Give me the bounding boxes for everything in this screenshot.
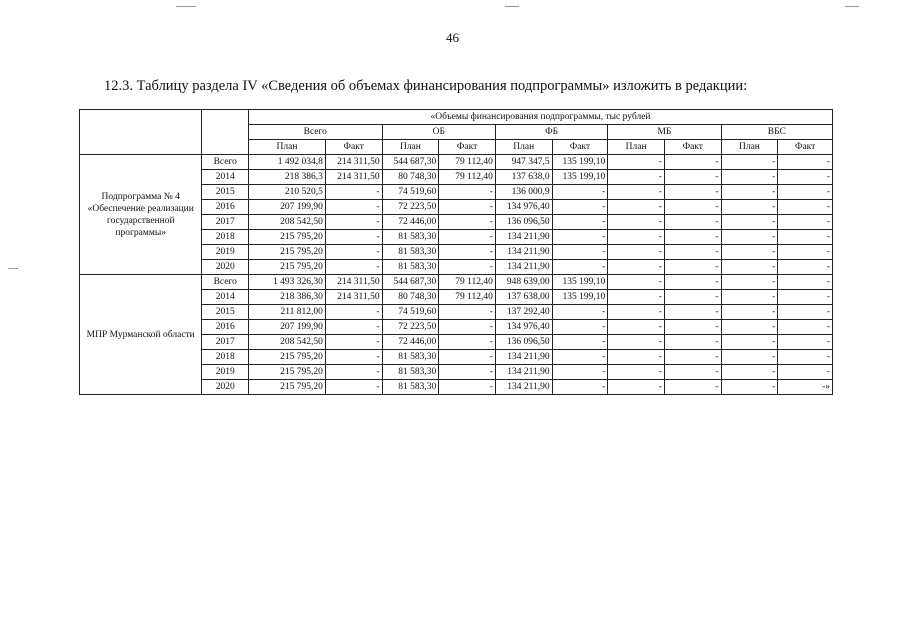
value-cell: - [778, 155, 833, 170]
header-corner [80, 110, 202, 155]
value-cell: - [608, 275, 665, 290]
sub-header: План [249, 140, 326, 155]
value-cell: - [778, 275, 833, 290]
value-cell: - [778, 230, 833, 245]
period-cell: 2019 [202, 245, 249, 260]
value-cell: - [325, 335, 382, 350]
value-cell: 215 795,20 [249, 260, 326, 275]
period-cell: 2015 [202, 185, 249, 200]
value-cell: 135 199,10 [552, 275, 608, 290]
value-cell: - [721, 245, 778, 260]
sub-header: Факт [552, 140, 608, 155]
value-cell: 215 795,20 [249, 380, 326, 395]
value-cell: 81 583,30 [382, 380, 439, 395]
value-cell: - [664, 350, 721, 365]
value-cell: - [439, 305, 496, 320]
value-cell: 136 096,50 [495, 215, 552, 230]
value-cell: 72 446,00 [382, 215, 439, 230]
value-cell: 208 542,50 [249, 215, 326, 230]
col-group-ob: ОБ [382, 125, 495, 140]
value-cell: 79 112,40 [439, 155, 496, 170]
value-cell: - [608, 290, 665, 305]
sub-header: Факт [439, 140, 496, 155]
table-row [80, 275, 833, 290]
value-cell: 136 000,9 [495, 185, 552, 200]
value-cell: 134 976,40 [495, 320, 552, 335]
value-cell: - [778, 170, 833, 185]
sub-header: План [721, 140, 778, 155]
value-cell: - [552, 380, 608, 395]
value-cell: - [664, 185, 721, 200]
value-cell: 215 795,20 [249, 350, 326, 365]
sub-header: Факт [325, 140, 382, 155]
value-cell: - [552, 200, 608, 215]
value-cell: - [721, 290, 778, 305]
value-cell: 215 795,20 [249, 230, 326, 245]
value-cell: - [608, 215, 665, 230]
period-cell: 2014 [202, 170, 249, 185]
value-cell: - [608, 200, 665, 215]
value-cell: 134 211,90 [495, 350, 552, 365]
value-cell: - [608, 320, 665, 335]
value-cell: 137 292,40 [495, 305, 552, 320]
value-cell: - [552, 260, 608, 275]
value-cell: - [439, 245, 496, 260]
value-cell: 134 211,90 [495, 245, 552, 260]
scan-mark [8, 268, 18, 269]
period-cell: 2020 [202, 380, 249, 395]
value-cell: 134 211,90 [495, 365, 552, 380]
value-cell: - [664, 320, 721, 335]
sub-header: Факт [778, 140, 833, 155]
value-cell: 544 687,30 [382, 155, 439, 170]
sub-header: План [382, 140, 439, 155]
value-cell: 211 812,00 [249, 305, 326, 320]
financing-table [79, 109, 833, 395]
period-cell: 2016 [202, 200, 249, 215]
value-cell: - [721, 365, 778, 380]
value-cell: 947 347,5 [495, 155, 552, 170]
period-cell: 2017 [202, 215, 249, 230]
value-cell: - [664, 260, 721, 275]
value-cell: 210 520,5 [249, 185, 326, 200]
value-cell: - [778, 320, 833, 335]
value-cell: - [325, 200, 382, 215]
page-number: 46 [446, 30, 459, 45]
value-cell: - [552, 245, 608, 260]
value-cell: - [325, 215, 382, 230]
value-cell: - [664, 365, 721, 380]
value-cell: 214 311,50 [325, 170, 382, 185]
table-row [80, 155, 833, 170]
value-cell: 135 199,10 [552, 170, 608, 185]
value-cell: 1 493 326,30 [249, 275, 326, 290]
value-cell: - [439, 260, 496, 275]
sub-header: План [608, 140, 665, 155]
value-cell: 81 583,30 [382, 245, 439, 260]
value-cell: - [439, 185, 496, 200]
value-cell: 80 748,30 [382, 290, 439, 305]
value-cell: 207 199,90 [249, 200, 326, 215]
period-cell: 2020 [202, 260, 249, 275]
value-cell: 81 583,30 [382, 230, 439, 245]
col-group-vsego: Всего [249, 125, 383, 140]
header-period [202, 110, 249, 155]
value-cell: 74 519,60 [382, 305, 439, 320]
value-cell: - [721, 170, 778, 185]
value-cell: 80 748,30 [382, 170, 439, 185]
value-cell: 72 446,00 [382, 335, 439, 350]
table-body [80, 155, 833, 395]
value-cell: 134 211,90 [495, 230, 552, 245]
header-row [80, 110, 833, 125]
value-cell: - [552, 350, 608, 365]
value-cell: 214 311,50 [325, 275, 382, 290]
value-cell: - [721, 380, 778, 395]
value-cell: - [608, 350, 665, 365]
value-cell: - [608, 170, 665, 185]
value-cell: - [325, 350, 382, 365]
sub-header: Факт [664, 140, 721, 155]
period-cell: 2015 [202, 305, 249, 320]
period-cell: 2018 [202, 350, 249, 365]
value-cell: 134 976,40 [495, 200, 552, 215]
value-cell: - [608, 305, 665, 320]
value-cell: - [664, 335, 721, 350]
value-cell: - [325, 380, 382, 395]
value-cell: - [325, 230, 382, 245]
value-cell: - [439, 350, 496, 365]
value-cell: - [552, 230, 608, 245]
value-cell: - [778, 245, 833, 260]
value-cell: - [439, 200, 496, 215]
value-cell: - [721, 275, 778, 290]
value-cell: 207 199,90 [249, 320, 326, 335]
value-cell: 137 638,00 [495, 290, 552, 305]
value-cell: - [608, 155, 665, 170]
value-cell: 214 311,50 [325, 290, 382, 305]
value-cell: - [778, 290, 833, 305]
value-cell: - [721, 305, 778, 320]
value-cell: - [552, 335, 608, 350]
period-cell: 2016 [202, 320, 249, 335]
value-cell: - [664, 275, 721, 290]
value-cell: - [325, 365, 382, 380]
period-cell: 2018 [202, 230, 249, 245]
value-cell: - [721, 185, 778, 200]
value-cell: 215 795,20 [249, 245, 326, 260]
value-cell: - [325, 305, 382, 320]
value-cell: 72 223,50 [382, 200, 439, 215]
value-cell: - [552, 365, 608, 380]
value-cell: - [325, 320, 382, 335]
value-cell: - [608, 245, 665, 260]
value-cell: - [439, 320, 496, 335]
value-cell: - [664, 245, 721, 260]
value-cell: 137 638,0 [495, 170, 552, 185]
value-cell: 135 199,10 [552, 155, 608, 170]
value-cell: 1 492 034,8 [249, 155, 326, 170]
value-cell: 134 211,90 [495, 260, 552, 275]
value-cell: - [664, 380, 721, 395]
value-cell: - [608, 185, 665, 200]
value-cell: - [552, 185, 608, 200]
value-cell: 215 795,20 [249, 365, 326, 380]
value-cell: 81 583,30 [382, 365, 439, 380]
value-cell: - [608, 230, 665, 245]
period-cell: 2019 [202, 365, 249, 380]
value-cell: 208 542,50 [249, 335, 326, 350]
value-cell: - [439, 335, 496, 350]
value-cell: - [664, 170, 721, 185]
scan-mark [505, 6, 519, 7]
value-cell: - [778, 200, 833, 215]
value-cell: 214 311,50 [325, 155, 382, 170]
value-cell: - [439, 380, 496, 395]
value-cell: - [664, 215, 721, 230]
group-label: Подпрограмма № 4 «Обеспечение реализации государственной программы» [80, 155, 202, 275]
value-cell: - [721, 260, 778, 275]
value-cell: 81 583,30 [382, 260, 439, 275]
value-cell: -» [778, 380, 833, 395]
value-cell: - [552, 305, 608, 320]
value-cell: - [439, 215, 496, 230]
value-cell: - [778, 365, 833, 380]
value-cell: 136 096,50 [495, 335, 552, 350]
value-cell: - [721, 155, 778, 170]
value-cell: 218 386,30 [249, 290, 326, 305]
value-cell: - [721, 335, 778, 350]
value-cell: 81 583,30 [382, 350, 439, 365]
value-cell: - [325, 185, 382, 200]
col-group-mb: МБ [608, 125, 721, 140]
value-cell: - [778, 305, 833, 320]
value-cell: - [325, 245, 382, 260]
value-cell: - [608, 335, 665, 350]
value-cell: 72 223,50 [382, 320, 439, 335]
value-cell: - [664, 155, 721, 170]
value-cell: - [778, 185, 833, 200]
value-cell: - [325, 260, 382, 275]
value-cell: - [439, 365, 496, 380]
value-cell: - [439, 230, 496, 245]
value-cell: 79 112,40 [439, 170, 496, 185]
value-cell: - [721, 215, 778, 230]
value-cell: 74 519,60 [382, 185, 439, 200]
value-cell: 218 386,3 [249, 170, 326, 185]
value-cell: - [778, 215, 833, 230]
super-header: «Объемы финансирования подпрограммы, тыс рублей [249, 110, 833, 125]
value-cell: - [721, 350, 778, 365]
value-cell: 79 112,40 [439, 290, 496, 305]
value-cell: - [664, 230, 721, 245]
value-cell: 135 199,10 [552, 290, 608, 305]
value-cell: - [721, 320, 778, 335]
period-cell: 2014 [202, 290, 249, 305]
value-cell: 79 112,40 [439, 275, 496, 290]
value-cell: - [664, 200, 721, 215]
period-cell: Всего [202, 155, 249, 170]
col-group-vbs: ВБС [721, 125, 832, 140]
value-cell: - [778, 260, 833, 275]
group-label: МПР Мурманской области [80, 275, 202, 395]
value-cell: - [721, 200, 778, 215]
sub-header: План [495, 140, 552, 155]
value-cell: 948 639,00 [495, 275, 552, 290]
scan-mark [176, 6, 196, 7]
period-cell: 2017 [202, 335, 249, 350]
section-heading: 12.3. Таблицу раздела IV «Сведения об объемах финансирования подпрограммы» изложить в редакции: [104, 78, 748, 94]
value-cell: 544 687,30 [382, 275, 439, 290]
value-cell: - [552, 320, 608, 335]
col-group-fb: ФБ [495, 125, 607, 140]
value-cell: - [608, 365, 665, 380]
value-cell: - [552, 215, 608, 230]
value-cell: - [778, 350, 833, 365]
value-cell: - [664, 305, 721, 320]
scan-mark [845, 6, 859, 7]
value-cell: 134 211,90 [495, 380, 552, 395]
value-cell: - [608, 260, 665, 275]
period-cell: Всего [202, 275, 249, 290]
value-cell: - [721, 230, 778, 245]
value-cell: - [778, 335, 833, 350]
value-cell: - [664, 290, 721, 305]
value-cell: - [608, 380, 665, 395]
